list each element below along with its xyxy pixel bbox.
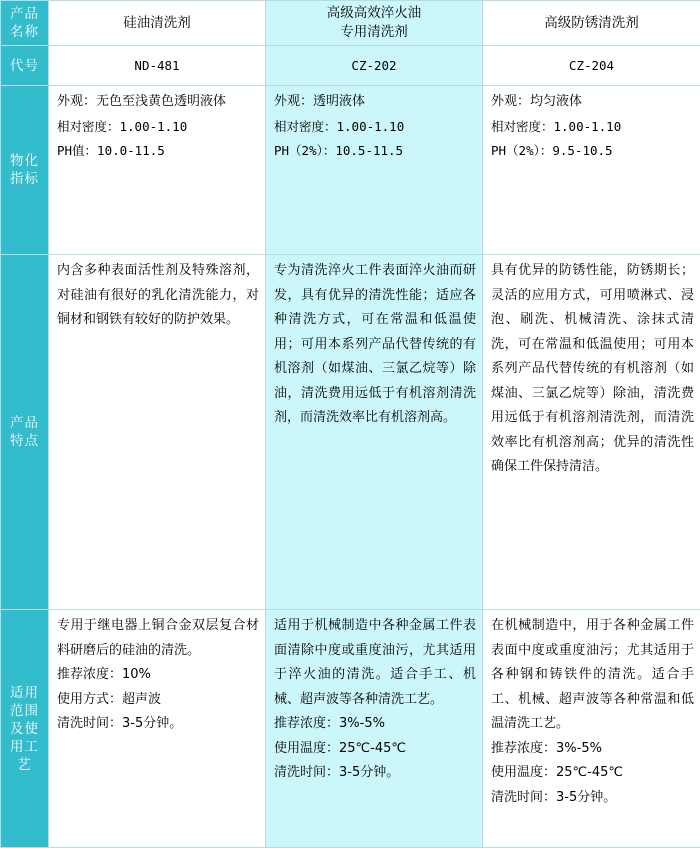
density: 相对密度：1.00-1.10 bbox=[274, 115, 476, 140]
features-row bbox=[1, 255, 700, 610]
usage-description: 专用于继电器上铜合金双层复合材料研磨后的硅油的清洗。 bbox=[57, 614, 259, 663]
row-label-properties: 物化 指标 bbox=[1, 86, 49, 255]
cleaning-time: 清洗时间：3-5分钟。 bbox=[274, 761, 476, 786]
usage-temperature: 使用温度：25℃-45℃ bbox=[274, 737, 476, 762]
recommended-concentration: 推荐浓度：3%-5% bbox=[274, 712, 476, 737]
code-row bbox=[1, 46, 700, 86]
appearance: 外观：透明液体 bbox=[274, 90, 476, 115]
recommended-concentration: 推荐浓度：3%-5% bbox=[491, 737, 694, 762]
row-label-usage: 适用 范围 及使 用工 艺 bbox=[1, 610, 49, 848]
usage-cell-2 bbox=[266, 610, 483, 848]
usage-method: 使用方式：超声波 bbox=[57, 688, 259, 713]
features-cell-3: 具有优异的防锈性能，防锈期长；灵活的应用方式，可用喷淋式、浸泡、刷洗、机械清洗、涂抹式清洗，可在常温和低温使用；可用本系列产品代替传统的有机溶剂（如煤油、三氯乙烷等）除油，清洗费用远低于有机溶剂清洗剂，而清洗效率比有机溶剂高；优异的清洗性确保工件保持清洁。 bbox=[483, 255, 700, 610]
product-name-1: 硅油清洗剂 bbox=[49, 1, 266, 46]
usage-row bbox=[1, 610, 700, 848]
product-code-2: CZ-202 bbox=[266, 46, 483, 86]
usage-temperature: 使用温度：25℃-45℃ bbox=[491, 761, 694, 786]
usage-description: 适用于机械制造中各种金属工件表面清除中度或重度油污，尤其适用于淬火油的清洗。适合手工、机械、超声波等各种清洗工艺。 bbox=[274, 614, 476, 712]
ph-value: PH（2%）：9.5-10.5 bbox=[491, 139, 694, 164]
cleaning-time: 清洗时间：3-5分钟。 bbox=[491, 786, 694, 811]
properties-row bbox=[1, 86, 700, 255]
features-cell-2: 专为清洗淬火工件表面淬火油而研发，具有优异的清洗性能；适应各种清洗方式，可在常温和低温使用；可用本系列产品代替传统的有机溶剂（如煤油、三氯乙烷等）除油，清洗费用远低于有机溶剂清洗剂，而清洗效率比有机溶剂高。 bbox=[266, 255, 483, 610]
row-label-code: 代号 bbox=[1, 46, 49, 86]
density: 相对密度：1.00-1.10 bbox=[491, 115, 694, 140]
row-label-features: 产品 特点 bbox=[1, 255, 49, 610]
appearance: 外观：均匀液体 bbox=[491, 90, 694, 115]
usage-cell-1 bbox=[49, 610, 266, 848]
usage-cell-3 bbox=[483, 610, 700, 848]
properties-cell-1 bbox=[49, 86, 266, 255]
product-code-1: ND-481 bbox=[49, 46, 266, 86]
product-name-3: 高级防锈清洗剂 bbox=[483, 1, 700, 46]
features-cell-1: 内含多种表面活性剂及特殊溶剂，对硅油有很好的乳化清洗能力，对铜材和钢铁有较好的防护效果。 bbox=[49, 255, 266, 610]
properties-cell-3 bbox=[483, 86, 700, 255]
usage-description: 在机械制造中，用于各种金属工件表面中度或重度油污；尤其适用于各种钢和铸铁件的清洗。适合手工、机械、超声波等各种常温和低温清洗工艺。 bbox=[491, 614, 694, 737]
ph-value: PH值：10.0-11.5 bbox=[57, 139, 259, 164]
properties-cell-2 bbox=[266, 86, 483, 255]
header-row bbox=[1, 1, 700, 46]
recommended-concentration: 推荐浓度：10% bbox=[57, 663, 259, 688]
ph-value: PH（2%）：10.5-11.5 bbox=[274, 139, 476, 164]
product-code-3: CZ-204 bbox=[483, 46, 700, 86]
density: 相对密度：1.00-1.10 bbox=[57, 115, 259, 140]
row-label-product-name: 产品 名称 bbox=[1, 1, 49, 46]
appearance: 外观：无色至浅黄色透明液体 bbox=[57, 90, 259, 115]
product-name-2: 高级高效淬火油 专用清洗剂 bbox=[266, 1, 483, 46]
cleaning-time: 清洗时间：3-5分钟。 bbox=[57, 712, 259, 737]
